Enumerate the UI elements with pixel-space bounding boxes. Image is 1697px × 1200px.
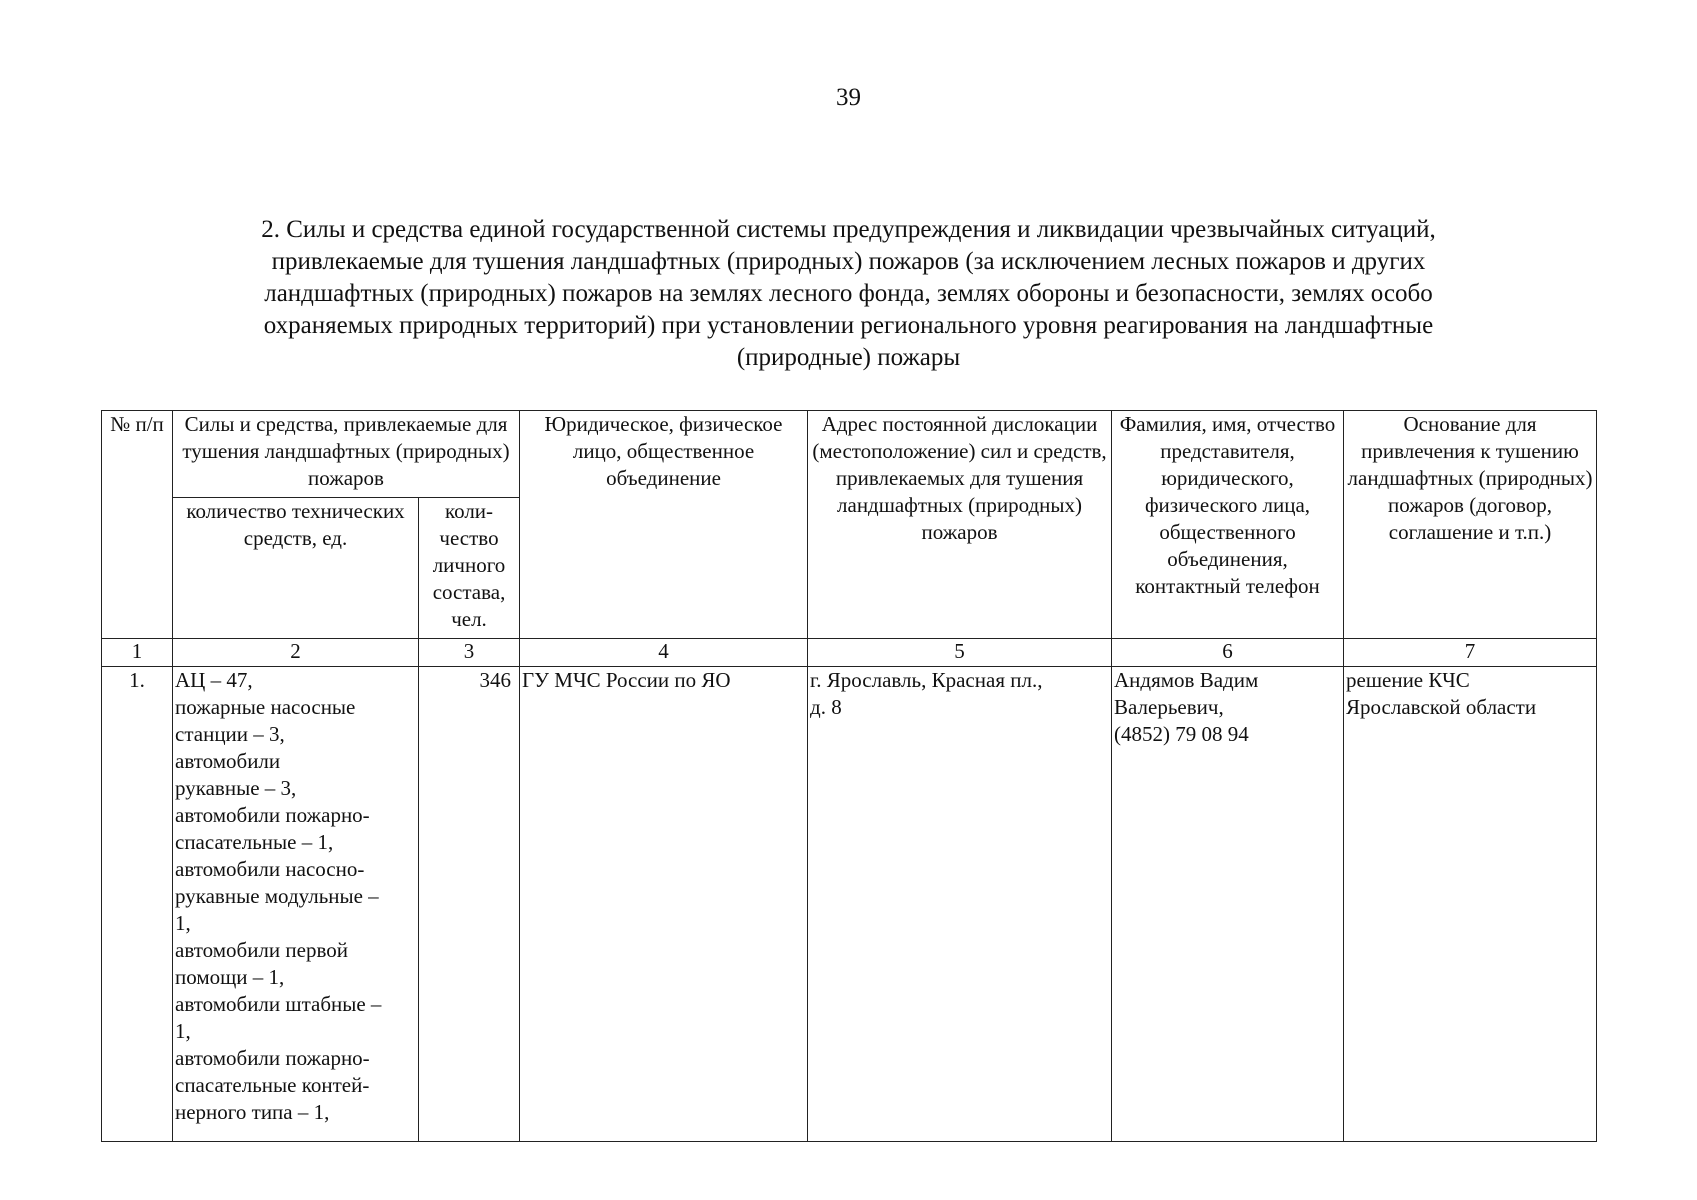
header-num: № п/п	[102, 411, 173, 639]
tech-line: рукавные – 3,	[175, 776, 297, 800]
tech-line: станции – 3,	[175, 722, 285, 746]
column-number-row	[102, 639, 1597, 667]
entity-cell: ГУ МЧС России по ЯО	[520, 667, 808, 1142]
column-number: 5	[808, 639, 1112, 667]
contact-line: (4852) 79 08 94	[1114, 722, 1249, 746]
title-line: 2. Силы и средства единой государственной системы предупреждения и ликвидации чрезвычайных ситуаций,	[261, 216, 1436, 243]
tech-line: нерного типа – 1,	[175, 1100, 330, 1124]
tech-line: пожарные насосные	[175, 695, 356, 719]
tech-line: помощи – 1,	[175, 965, 285, 989]
address-line: д. 8	[810, 695, 842, 719]
page-number: 39	[836, 84, 861, 111]
header-row	[102, 411, 1597, 498]
header-contact: Фамилия, имя, отчество представителя, юридического, физического лица, общественного объединения, контактный телефон	[1112, 411, 1344, 639]
title-line: (природные) пожары	[736, 344, 961, 371]
header-address: Адрес постоянной дислокации (местоположение) сил и средств, привлекаемых для тушения ландшафтных (природных) пожаров	[808, 411, 1112, 639]
document-title	[150, 214, 1547, 374]
tech-line: автомобили насосно-	[175, 857, 365, 881]
contact-line: Андямов Вадим	[1114, 668, 1259, 692]
contact-cell	[1112, 667, 1344, 1142]
column-number: 3	[419, 639, 520, 667]
forces-table	[101, 410, 1597, 1142]
tech-line: автомобили штабные –	[175, 992, 382, 1016]
header-tech-count: количество технических средств, ед.	[173, 498, 419, 639]
column-number: 2	[173, 639, 419, 667]
header-personnel: коли-чество личного состава, чел.	[419, 498, 520, 639]
tech-line: автомобили пожарно-	[175, 803, 370, 827]
basis-line: решение КЧС	[1346, 668, 1470, 692]
tech-line: спасательные – 1,	[175, 830, 334, 854]
tech-line: спасательные контей-	[175, 1073, 370, 1097]
basis-line: Ярославской области	[1346, 695, 1537, 719]
tech-line: автомобили	[175, 749, 281, 773]
header-entity: Юридическое, физическое лицо, общественное объединение	[520, 411, 808, 639]
column-number: 4	[520, 639, 808, 667]
header-basis: Основание для привлечения к тушению ландшафтных (природных) пожаров (договор, соглашение и т.п.)	[1344, 411, 1597, 639]
tech-line: автомобили пожарно-	[175, 1046, 370, 1070]
tech-line: автомобили первой	[175, 938, 348, 962]
title-line: привлекаемые для тушения ландшафтных (природных) пожаров (за исключением лесных пожаров и других	[271, 248, 1426, 275]
tech-line: 1,	[175, 1019, 191, 1043]
tech-line: АЦ – 47,	[175, 668, 253, 692]
title-line: ландшафтных (природных) пожаров на землях лесного фонда, землях обороны и безопасности, землях особо	[264, 280, 1433, 307]
tech-line: рукавные модульные –	[175, 884, 379, 908]
column-number: 6	[1112, 639, 1344, 667]
column-number: 7	[1344, 639, 1597, 667]
address-cell	[808, 667, 1112, 1142]
header-forces-group: Силы и средства, привлекаемые для тушения ландшафтных (природных) пожаров	[173, 411, 520, 498]
personnel-count: 346	[419, 667, 520, 1142]
title-line: охраняемых природных территорий) при установлении регионального уровня реагирования на ландшафтные	[263, 312, 1434, 339]
tech-means-cell	[173, 667, 419, 1142]
contact-line: Валерьевич,	[1114, 695, 1224, 719]
tech-line: 1,	[175, 911, 191, 935]
basis-cell	[1344, 667, 1597, 1142]
table-row	[102, 667, 1597, 1142]
row-number: 1.	[102, 667, 173, 1142]
column-number: 1	[102, 639, 173, 667]
address-line: г. Ярославль, Красная пл.,	[810, 668, 1043, 692]
